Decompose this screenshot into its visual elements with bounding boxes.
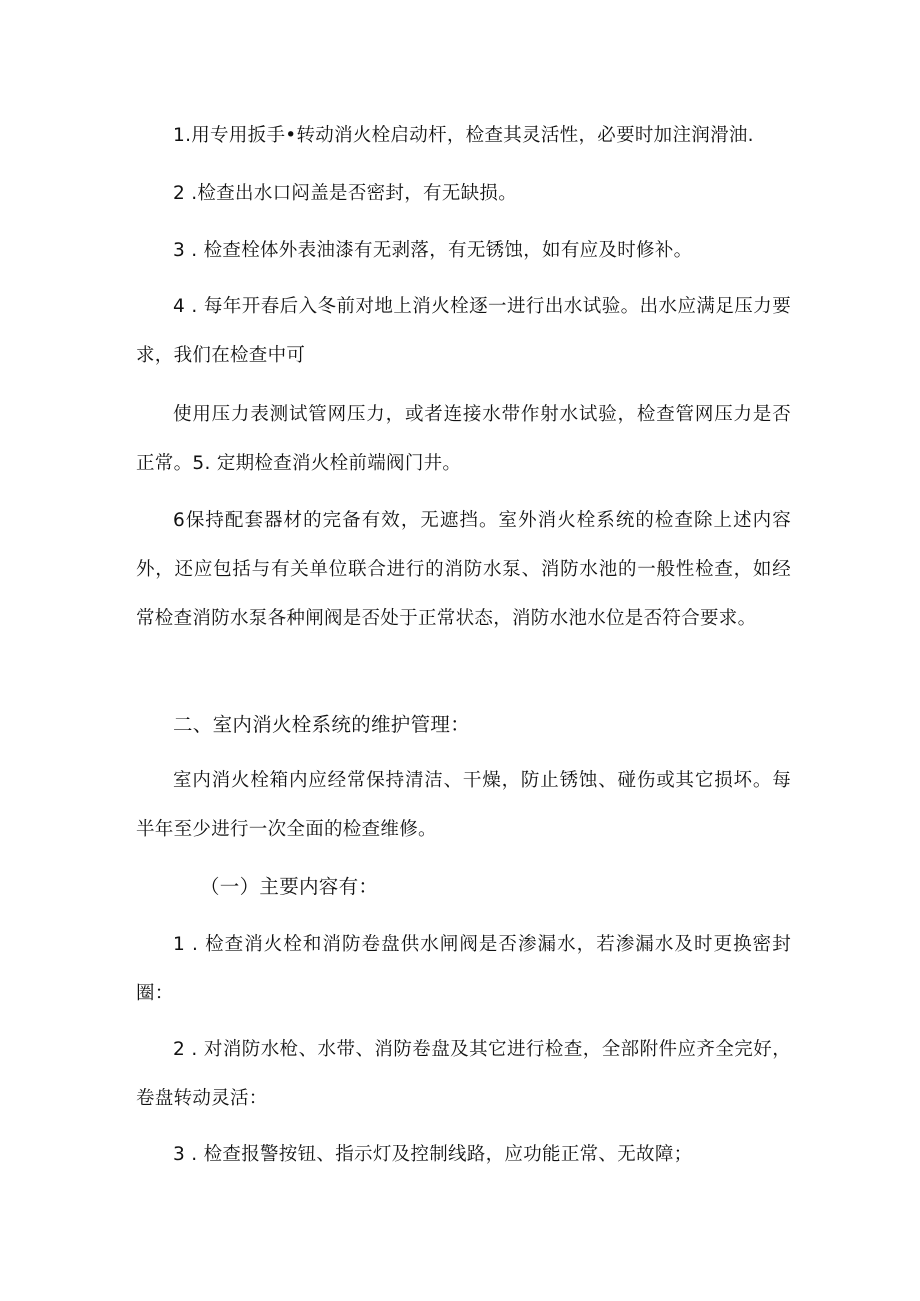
section-intro: 室内消火栓箱内应经常保持清洁、干燥，防止锈蚀、碰伤或其它损坏。每半年至少进行一次全面的检查维修。: [136, 770, 791, 840]
paragraph-4: 4 . 每年开春后入冬前对地上消火栓逐一进行出水试验。出水应满足压力要求，我们在检查中可: [136, 296, 791, 366]
subsection-heading: （一）主要内容有：: [200, 875, 379, 898]
list-item-3: 3 . 检查报警按钮、指示灯及控制线路，应功能正常、无故障；: [173, 1144, 693, 1165]
list-item-2: 2 . 对消防水枪、水带、消防卷盘及其它进行检查，全部附件应齐全完好，卷盘转动灵活：: [136, 1039, 791, 1109]
paragraph-5: 使用压力表测试管网压力，或者连接水带作射水试验，检查管网压力是否正常。5. 定期检查消火栓前端阀门井。: [136, 404, 791, 474]
list-item-1: 1 . 检查消火栓和消防卷盘供水闸阀是否渗漏水，若渗漏水及时更换密封圈：: [136, 934, 791, 1004]
paragraph-1: 1.用专用扳手•转动消火栓启动杆，检查其灵活性，必要时加注润滑油.: [173, 125, 754, 146]
paragraph-2: 2 .检查出水口闷盖是否密封，有无缺损。: [173, 183, 518, 204]
paragraph-3: 3 . 检查栓体外表油漆有无剥落，有无锈蚀，如有应及时修补。: [173, 240, 693, 261]
paragraph-6: 6保持配套器材的完备有效，无遮挡。室外消火栓系统的检查除上述内容外，还应包括与有关单位联合进行的消防水泵、消防水池的一般性检查，如经常检查消防水泵各种闸阀是否处于正常状态，消防水池水位是否符合要求。: [136, 510, 791, 629]
section-heading: 二、室内消火栓系统的维护管理：: [173, 713, 471, 736]
